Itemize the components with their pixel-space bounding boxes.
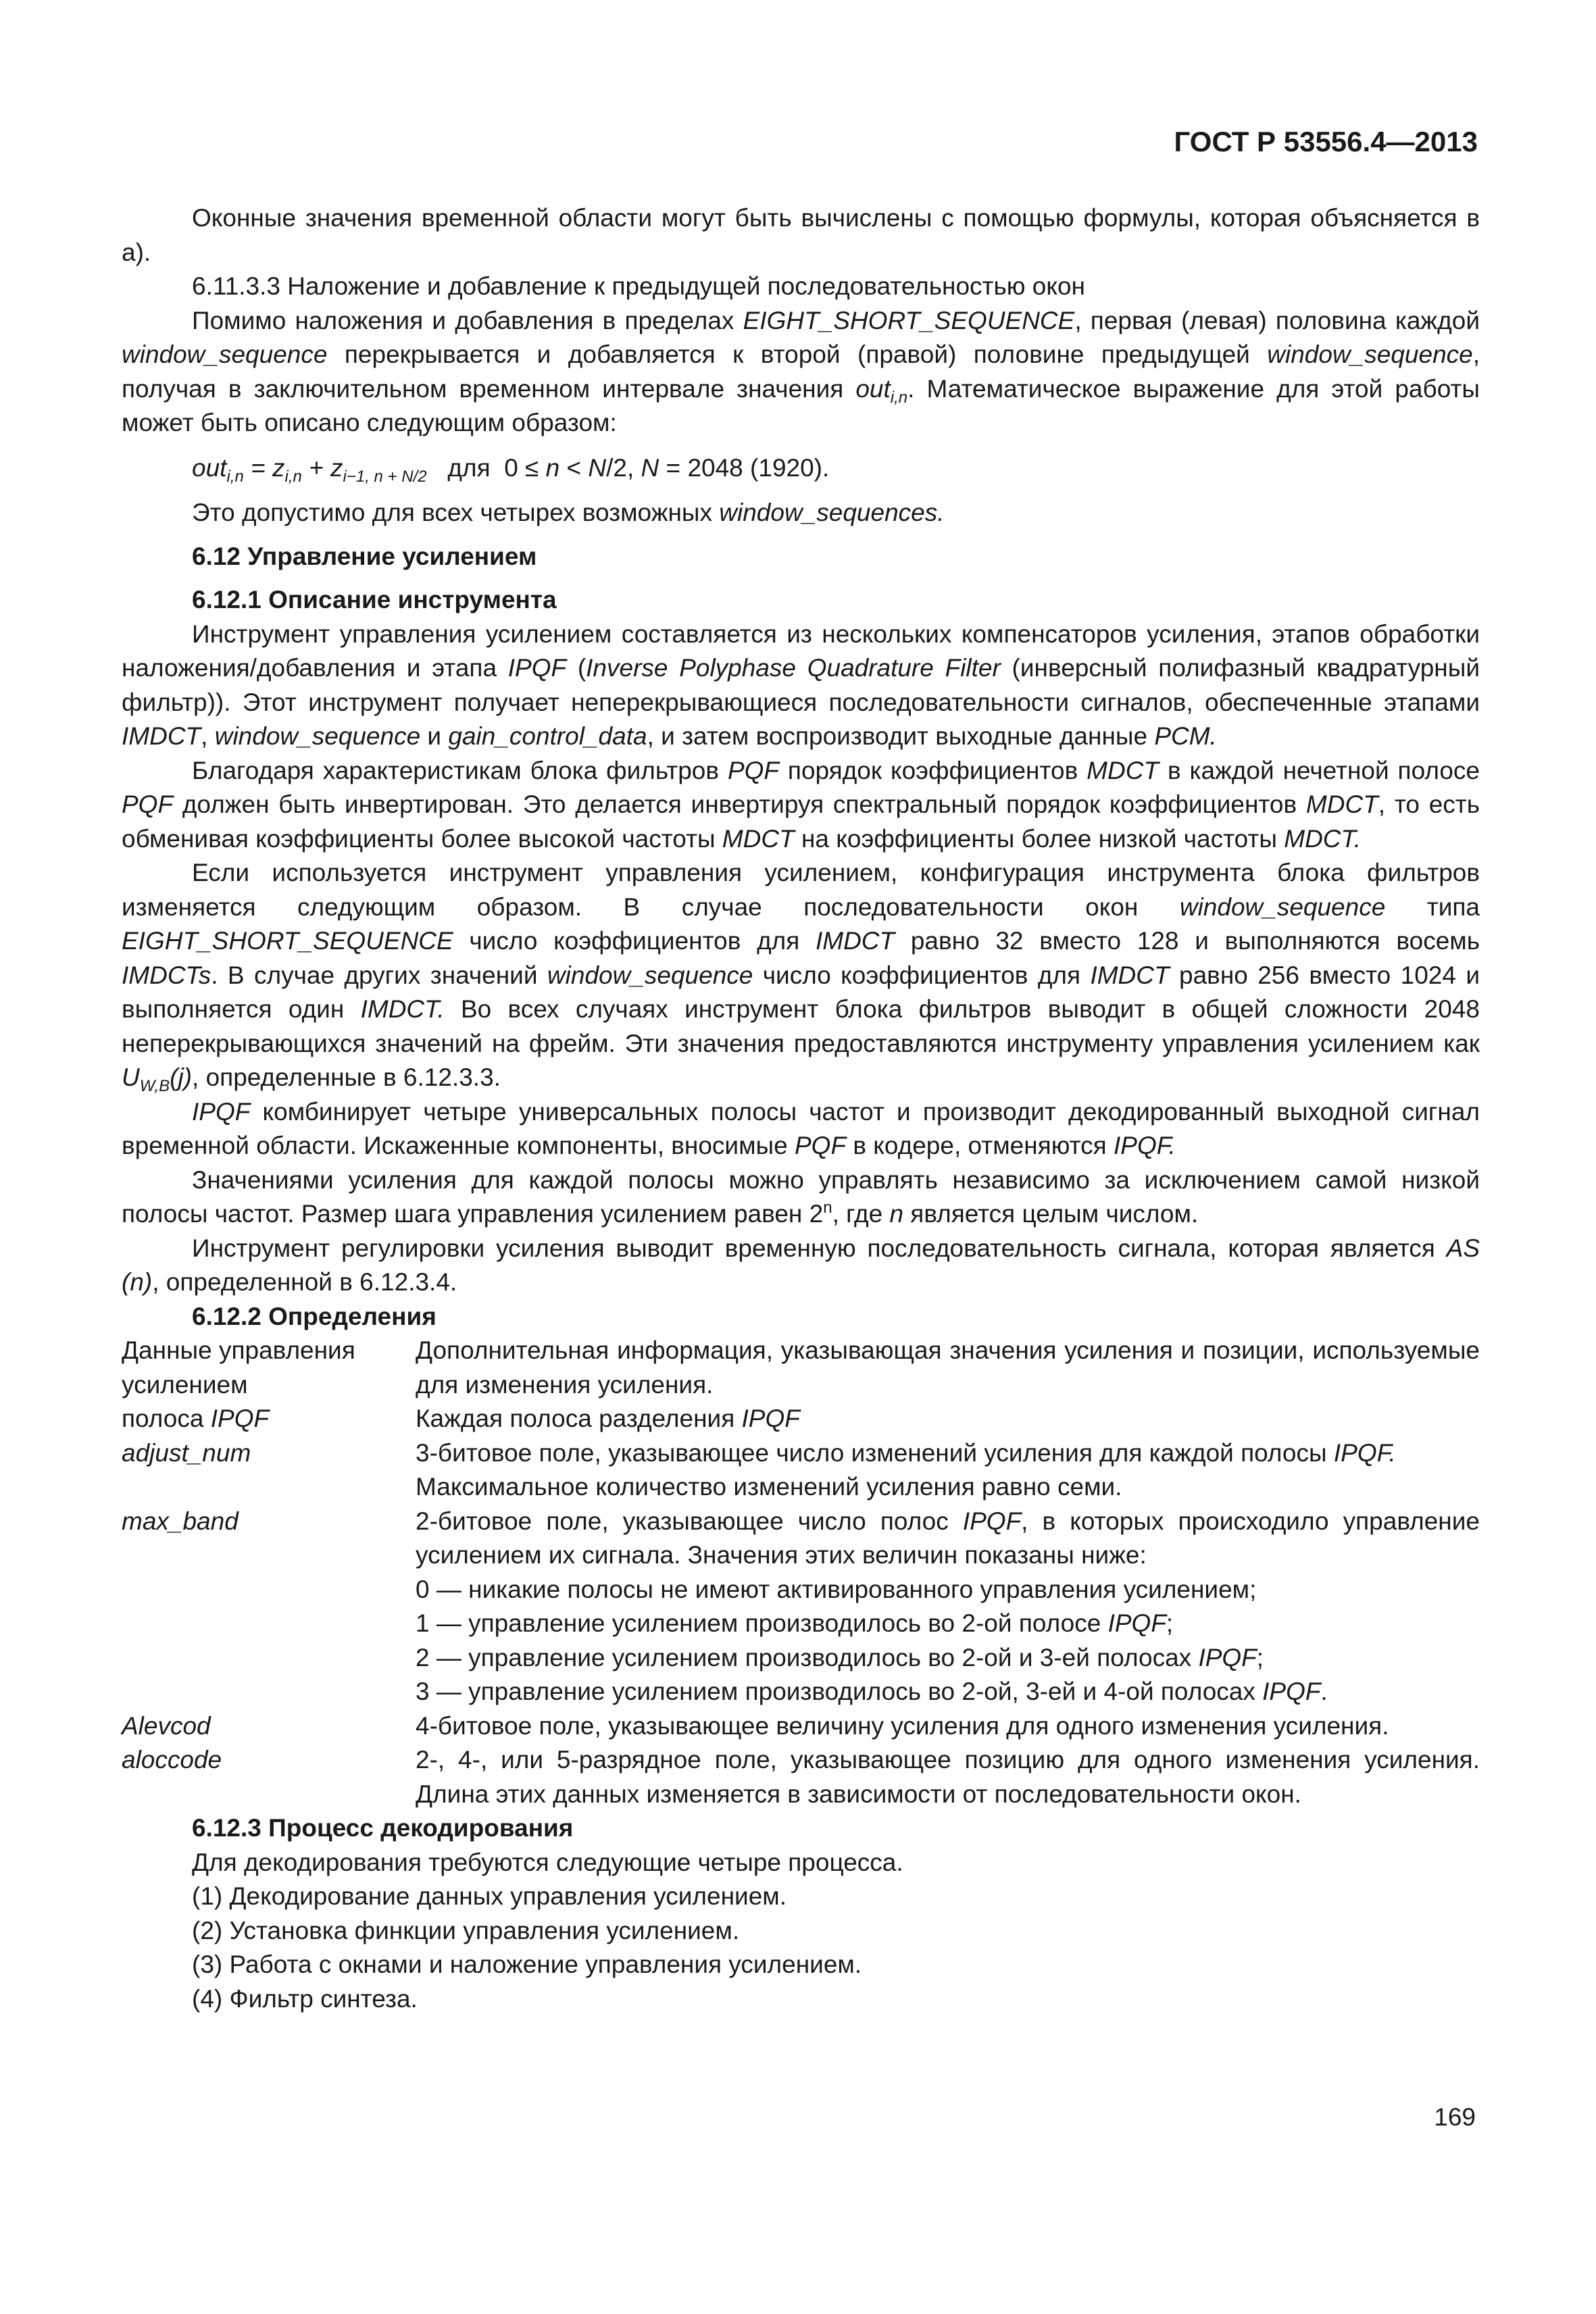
subsection-heading: 6.12.1 Описание инструмента xyxy=(192,586,557,613)
definition-row xyxy=(122,1505,1480,1709)
definition-term: max_band xyxy=(122,1507,239,1535)
definition-row xyxy=(122,1743,1480,1811)
section-heading: 6.12 Управление усилением xyxy=(192,542,537,570)
paragraph: Для декодирования требуются следующие четыре процесса. xyxy=(192,1848,903,1876)
paragraph: Если используется инструмент управления усилением, конфигурация инструмента блока фильтров изменяется следующим образом. В случае последовательности окон window_sequence типа EIGHT_SHORT_SEQUENCE число коэффициентов для IMDCT равно 32 вместо 128 и выполняются восемь IMDCTs. В случае других значений window_sequence число коэффициентов для IMDCT равно 256 вместо 1024 и выполняется один IMDCT. Во всех случаях инструмент блока фильтров выводит в общей сложности 2048 неперекрывающихся значений на фрейм. Эти значения предоставляются инструменту управления усилением как $U_{W,B}(j)$, определенные в 6.12.3.3. xyxy=(122,859,1480,1095)
definition-term: Alevcod xyxy=(122,1711,211,1740)
definition-term: aloccode xyxy=(122,1746,222,1774)
paragraph: Помимо наложения и добавления в пределах EIGHT_SHORT_SEQUENCE, первая (левая) половина каждой window_sequence перекрывается и добавляется к второй (правой) половине предыдущей window_sequence, получая в заключительном временном интервале значения out$_{i,n}$. Математическое выражение для этой работы может быть описано следующим образом: xyxy=(122,306,1480,436)
list-item: (4) Фильтр синтеза. xyxy=(192,1984,418,2013)
list-item: (1) Декодирование данных управления усилением. xyxy=(192,1882,787,1910)
paragraph: Значениями усиления для каждой полосы можно управлять независимо за исключением самой низкой полосы частот. Размер шага управления усилением равен 2$^n$, где n является целым числом. xyxy=(122,1165,1480,1228)
paragraph: Благодаря характеристикам блока фильтров PQF порядок коэффициентов MDCT в каждой нечетной полосе PQF должен быть инвертирован. Это делается инвертируя спектральный порядок коэффициентов MDCT, то есть обменивая коэффициенты более высокой частоты MDCT на коэффициенты более низкой частоты MDCT. xyxy=(122,756,1480,853)
definition-text: Каждая полоса разделения IPQF xyxy=(416,1405,800,1432)
list-item: 2 — управление усилением производилось во 2-ой и 3-ей полосах IPQF; xyxy=(416,1643,1264,1671)
paragraph: Инструмент регулировки усиления выводит временную последовательность сигнала, которая является AS (n), определенной в 6.12.3.4. xyxy=(122,1234,1480,1296)
definition-row xyxy=(122,1436,1480,1505)
subsection-heading: 6.12.3 Процесс декодирования xyxy=(192,1814,574,1842)
paragraph: Это допустимо для всех четырех возможных window_sequences. xyxy=(192,499,945,526)
paragraph: Оконные значения временной области могут быть вычислены с помощью формулы, которая объясняется в а). xyxy=(122,204,1480,266)
paragraph: IPQF комбинирует четыре универсальных полосы частот и производит декодированный выходной сигнал временной области. Искаженные компоненты, вносимые PQF в кодере, отменяются IPQF. xyxy=(122,1097,1480,1159)
definition-text: Дополнительная информация, указывающая значения усиления и позиции, используемые для изменения усиления. xyxy=(416,1336,1480,1399)
standard-header: ГОСТ Р 53556.4—2013 xyxy=(1174,126,1478,157)
definition-text: 2-битовое поле, указывающее число полос IPQF, в которых происходило управление усилением их сигнала. Значения этих величин показаны ниже: 0 — никакие полосы не имеют активированного управления усилением; 1 — управление усилением производилось во 2-ой полосе IPQF; 2 — управление усилением производилось во 2-ой и 3-ей полосах IPQF; 3 — управление усилением производилось во 2-ой, 3-ей и 4-ой полосах IPQF. xyxy=(416,1505,1480,1709)
definition-row xyxy=(122,1334,1480,1402)
list-item: 3 — управление усилением производилось во 2-ой, 3-ей и 4-ой полосах IPQF. xyxy=(416,1678,1328,1705)
list-item: 0 — никакие полосы не имеют активированного управления усилением; xyxy=(416,1575,1257,1603)
definition-term: полоса IPQF xyxy=(122,1405,270,1432)
page-number: 169 xyxy=(1434,2103,1476,2131)
definition-text: 4-битовое поле, указывающее величину усиления для одного изменения усиления. xyxy=(416,1711,1389,1740)
definition-row xyxy=(122,1709,1480,1744)
definition-row xyxy=(122,1402,1480,1436)
definition-term: Данные управления усилением xyxy=(122,1336,355,1399)
paragraph: Инструмент управления усилением составляется из нескольких компенсаторов усиления, этапов обработки наложения/добавления и этапа IPQF (Inverse Polyphase Quadrature Filter (инверсный полифазный квадратурный фильтр)). Этот инструмент получает неперекрывающиеся последовательности сигналов, обеспеченные этапами IMDCT, window_sequence и gain_control_data, и затем воспроизводит выходные данные PCM. xyxy=(122,620,1480,750)
definition-term: adjust_num xyxy=(122,1438,251,1467)
definition-text: 2-, 4-, или 5-разрядное поле, указывающее позицию для одного изменения усиления. Длина этих данных изменяется в зависимости от последовательности окон. xyxy=(416,1746,1480,1808)
subsection-heading: 6.11.3.3 Наложение и добавление к предыдущей последовательностью окон xyxy=(192,272,1085,300)
list-item: (2) Установка финкции управления усилением. xyxy=(192,1916,740,1944)
list-item: 1 — управление усилением производилось во 2-ой полосе IPQF; xyxy=(416,1609,1174,1637)
definition-text: 3-битовое поле, указывающее число изменений усиления для каждой полосы IPQF. Максимальное количество изменений усиления равно семи. xyxy=(416,1438,1396,1501)
formula: $out_{i,n} = z_{i,n} + z_{i-1, n + N/2}$ для 0 ≤ n < N/2, N = 2048 (1920). xyxy=(192,453,830,486)
page-content xyxy=(122,201,1480,2016)
definitions-table xyxy=(122,1334,1480,1811)
list-item: (3) Работа с окнами и наложение управления усилением. xyxy=(192,1951,862,1978)
subsection-heading: 6.12.2 Определения xyxy=(192,1302,437,1330)
